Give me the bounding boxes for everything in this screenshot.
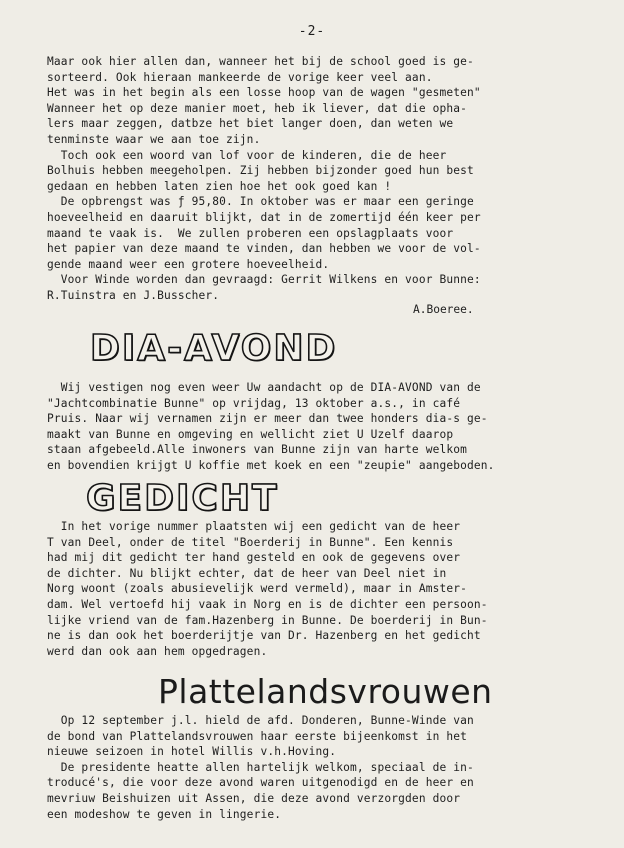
text-line: hoeveelheid en daaruit blijkt, dat in de zomertijd één keer per bbox=[47, 211, 481, 224]
text-line: lijke vriend van de fam.Hazenberg in Bunne. De boerderij in Bun- bbox=[47, 613, 488, 627]
text-line: Norg woont (zoals abusievelijk werd vermeld), maar in Amster- bbox=[47, 582, 468, 596]
text-line: gedaan en hebben laten zien hoe het ook goed kan ! bbox=[47, 179, 392, 193]
page-number: -2- bbox=[298, 24, 326, 39]
text-line: Toch ook een woord van lof voor de kinderen, die de heer bbox=[47, 148, 447, 162]
text-line: een modeshow te geven in lingerie. bbox=[47, 807, 282, 821]
text-line: Voor Winde worden dan gevraagd: Gerrit Wilkens en voor Bunne: bbox=[47, 273, 481, 287]
text-line: T van Deel, onder de titel "Boerderij in Bunne". Een kennis bbox=[47, 535, 454, 549]
text-line: dam. Wel vertoefd hij vaak in Norg en is de dichter een persoon- bbox=[47, 598, 488, 611]
text-line: Maar ook hier allen dan, wanneer het bij de school goed is ge- bbox=[47, 55, 474, 68]
signature: A.Boeree. bbox=[413, 303, 474, 316]
text-line: De presidente heatte allen hartelijk welkom, speciaal de in- bbox=[47, 760, 474, 774]
text-line: maakt van Bunne en omgeving en wellicht ziet U Uzelf daarop bbox=[47, 427, 454, 441]
text-line: lers maar zeggen, datbze het biet langer doen, dan weten we bbox=[47, 117, 454, 131]
text-line: Het was in het begin als een losse hoop van de wagen "gesmeten" bbox=[47, 86, 481, 100]
text-line: en bovendien krijgt U koffie met koek en een "zeupie" aangeboden. bbox=[47, 459, 495, 472]
text-line: Wanneer het op deze manier moet, heb ik liever, dat die opha- bbox=[47, 101, 468, 115]
text-line: nieuwe seizoen in hotel Willis v.h.Hoving. bbox=[47, 745, 337, 759]
text-line: had mij dit gedicht ter hand gesteld en ook de gegevens over bbox=[47, 551, 461, 565]
text-line: de dichter. Nu blijkt echter, dat de heer van Deel niet in bbox=[47, 566, 447, 580]
text-line: Pruis. Naar wij vernamen zijn er meer dan twee honders dia-s ge- bbox=[47, 412, 488, 426]
text-line: de bond van Plattelandsvrouwen haar eerste bijeenkomst in het bbox=[47, 729, 468, 743]
text-line: mevriuw Beishuizen uit Assen, die deze avond verzorgden door bbox=[47, 792, 461, 805]
text-line: troducé's, die voor deze avond waren uitgenodigd en de heer en bbox=[47, 776, 474, 790]
text-line: Op 12 september j.l. hield de afd. Donderen, Bunne-Winde van bbox=[47, 714, 474, 727]
text-line: het papier van deze maand te vinden, dan hebben we voor de vol- bbox=[47, 242, 481, 256]
section-heading: GEDICHT bbox=[86, 478, 279, 519]
text-line: werd dan ook aan hem opgedragen. bbox=[47, 644, 268, 658]
text-line: tenminste waar we aan toe zijn. bbox=[47, 133, 261, 146]
section-heading: Plattelandsvrouwen bbox=[158, 672, 493, 711]
text-line: R.Tuinstra en J.Busscher. bbox=[47, 289, 220, 302]
text-line: Wij vestigen nog even weer Uw aandacht op de DIA-AVOND van de bbox=[47, 381, 481, 394]
text-line: In het vorige nummer plaatsten wij een gedicht van de heer bbox=[47, 520, 461, 533]
text-line: maand te vaak is. We zullen proberen een opslagplaats voor bbox=[47, 226, 454, 240]
text-line: De opbrengst was ƒ 95,80. In oktober was er maar een geringe bbox=[47, 195, 474, 209]
text-line: sorteerd. Ook hieraan mankeerde de vorige keer veel aan. bbox=[47, 70, 433, 84]
text-line: staan afgebeeld.Alle inwoners van Bunne zijn van harte welkom bbox=[47, 443, 468, 457]
text-line: gende maand weer een grotere hoeveelheid. bbox=[47, 257, 330, 271]
text-line: "Jachtcombinatie Bunne" op vrijdag, 13 oktober a.s., in café bbox=[47, 396, 461, 410]
section-heading: DIA-AVOND bbox=[90, 328, 338, 369]
text-line: Bolhuis hebben meegeholpen. Zij hebben bijzonder goed hun best bbox=[47, 164, 474, 178]
text-line: ne is dan ook het boerderijtje van Dr. Hazenberg en het gedicht bbox=[47, 629, 481, 643]
